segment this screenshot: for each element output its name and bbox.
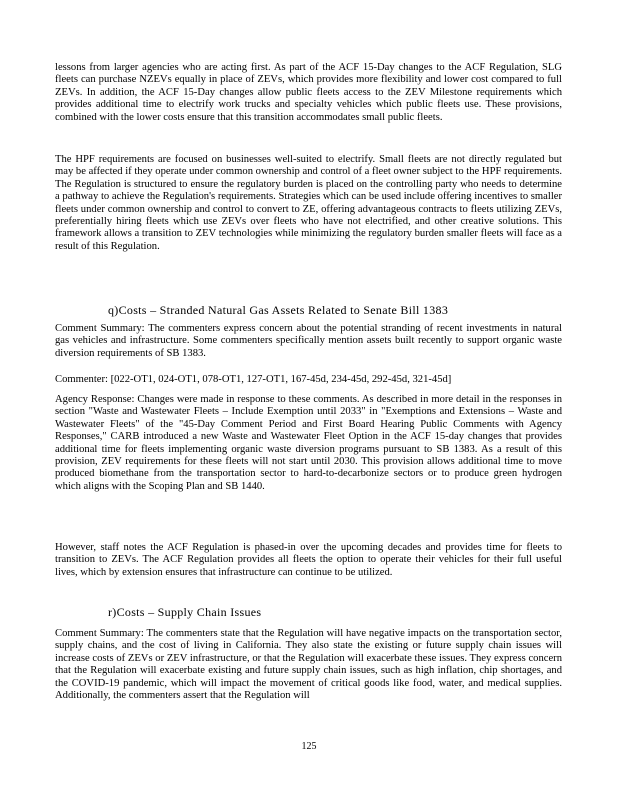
page-number: 125 (301, 741, 317, 752)
comment-summary-q: Comment Summary: The commenters express concern about the potential stranding of recent investments in natural gas vehicles and infrastructure. Some commenters specifically mention assets built recently to support organic waste diversion requirements of SB 1383. (55, 323, 562, 359)
paragraph-hpf-requirements: The HPF requirements are focused on businesses well-suited to electrify. Small fleets are not directly regulated but may be affected if they operate under common ownership and control of a fleet owner subject to the HPF requirements. The Regulation is structured to ensure the regulatory burden is placed on the controlling party who needs to determine a pathway to achieve the Regulation's requirements. Strategies which can be used include offering incentives to smaller fleets under common ownership and control to convert to ZE, offering advantageous contracts to fleets utilizing ZEVs, preferentially hiring fleets which use ZEVs over fleets who have not electrified, and other creative solutions. This framework allows a transition to ZEV technologies while minimizing the regulatory burden smaller fleets will face as a result of this Regulation. (55, 154, 562, 252)
section-heading-q: q)Costs – Stranded Natural Gas Assets Related to Senate Bill 1383 (108, 303, 449, 317)
comment-summary-r: Comment Summary: The commenters state that the Regulation will have negative impacts on the transportation sector, supply chains, and the cost of living in California. They also state the existing or future supply chain issues will increase costs of ZEVs or ZEV infrastructure, or that the Regulation will exacerbate these issues. They express concern that the Regulation will exacerbate existing and future supply chain issues, such as high inflation, chip shortages, and the COVID-19 pandemic, which will impact the movement of critical goods like food, water, and medical supplies. Additionally, the commenters assert that the Regulation will (55, 628, 562, 702)
paragraph-phased-in: However, staff notes the ACF Regulation is phased-in over the upcoming decades and provides time for fleets to transition to ZEVs. The ACF Regulation provides all fleets the option to operate their vehicles for their full useful lives, which by extension ensures that infrastructure can continue to be utilized. (55, 542, 562, 578)
section-heading-r: r)Costs – Supply Chain Issues (108, 605, 262, 619)
paragraph-public-fleets: lessons from larger agencies who are acting first. As part of the ACF 15-Day changes to the ACF Regulation, SLG fleets can purchase NZEVs equally in place of ZEVs, which provides more flexibility and lower cost compared to full ZEVs. In addition, the ACF 15-Day changes allow public fleets access to the ZEV Milestone requirements which provides additional time to electrify work trucks and specialty vehicles which public fleets use. These provisions, combined with the lower costs ensure that this transition accommodates small public fleets. (55, 62, 562, 123)
commenter-list-q: Commenter: [022-OT1, 024-OT1, 078-OT1, 127-OT1, 167-45d, 234-45d, 292-45d, 321-45d] (55, 374, 452, 385)
agency-response-q: Agency Response: Changes were made in response to these comments. As described in more detail in the responses in section "Waste and Wastewater Fleets – Include Exemption until 2033" in "Exemptions and Extensions – Waste and Wastewater Fleets" of the "45-Day Comment Period and First Board Hearing Public Comments with Agency Responses," CARB introduced a new Waste and Wastewater Fleet Option in the ACF 15-day changes that provides additional time for fleets implementing organic waste diversion programs pursuant to SB 1383. As a result of this provision, ZEV requirements for these fleets will not start until 2030. This provision allows additional time to move produced biomethane from the transportation sector to hard-to-decarbonize sectors or to produce green hydrogen which aligns with the Scoping Plan and SB 1440. (55, 394, 562, 492)
